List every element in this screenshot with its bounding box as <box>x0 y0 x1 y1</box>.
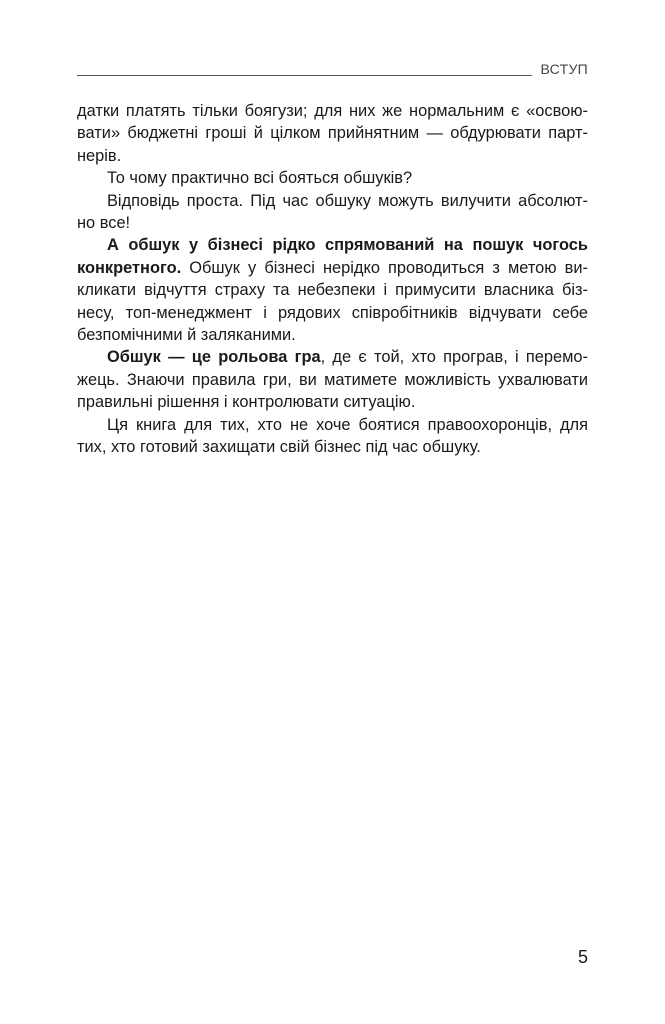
text-line: Відповідь проста. Під час обшуку можуть вилучити абсолют- <box>107 191 588 210</box>
page-number: 5 <box>577 947 588 967</box>
text-run: , де є той, хто програв, і перемо- <box>320 348 589 367</box>
section-label: ВСТУП <box>540 61 588 77</box>
text-line: правильні рішення і контролювати ситуацію. <box>77 393 416 412</box>
text-line: жець. Знаючи правила гри, ви матимете можливість ухвалювати <box>77 370 588 389</box>
bold-lead: А обшук у бізнесі рідко спрямований на пошук чогось <box>107 236 588 255</box>
bold-lead: конкретного. <box>77 258 182 277</box>
text-line <box>77 346 588 368</box>
text-line <box>77 234 588 256</box>
text-line: тих, хто готовий захищати свій бізнес під час обшуку. <box>77 438 481 457</box>
text-line: кликати відчуття страху та небезпеки і примусити власника біз- <box>77 281 588 300</box>
text-line: но все! <box>77 214 131 233</box>
text-line: То чому практично всі бояться обшуків? <box>107 169 413 188</box>
text-line: нерів. <box>77 146 122 165</box>
text-line <box>77 257 588 279</box>
text-line: вати» бюджетні гроші й цілком прийнятним — обдурювати парт- <box>77 124 588 143</box>
text-run: Обшук у бізнесі нерідко проводиться з метою ви- <box>181 258 588 277</box>
bold-lead: Обшук — це рольова гра <box>107 348 321 367</box>
header-rule <box>77 75 532 76</box>
text-line: безпомічними й заляканими. <box>77 326 296 345</box>
text-line: Ця книга для тих, хто не хоче боятися правоохоронців, для <box>107 415 588 434</box>
text-line: датки платять тільки боягузи; для них же нормальним є «освою- <box>77 102 588 120</box>
running-header <box>77 60 588 80</box>
text-line: несу, топ-менеджмент і рядових співробітників відчувати себе <box>77 303 588 322</box>
body-text <box>77 100 588 459</box>
